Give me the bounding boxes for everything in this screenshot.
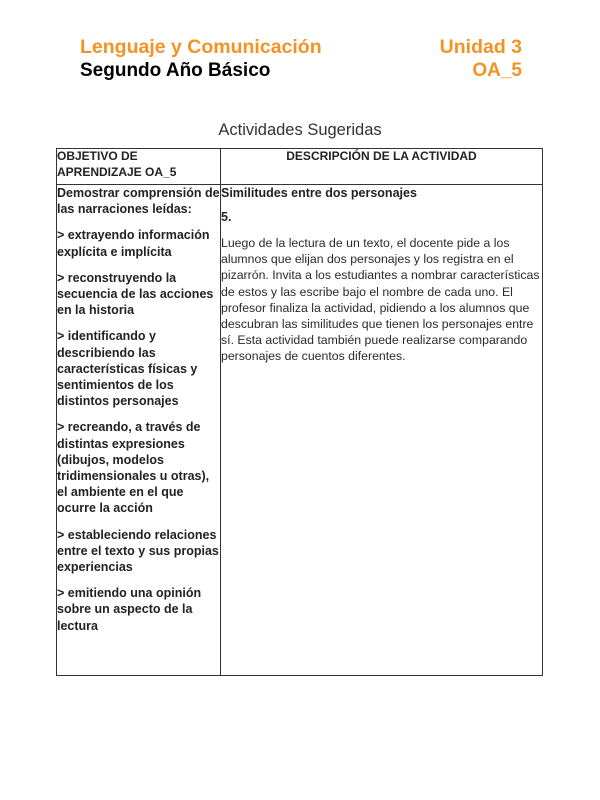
header-row-top: [80, 36, 522, 59]
objective-intro: Demostrar comprensión de las narraciones leídas:: [57, 186, 220, 217]
table-row: [57, 185, 543, 676]
unit-label: Unidad 3: [439, 36, 522, 58]
objective-item: > extrayendo información explícita e implícita: [57, 228, 210, 259]
table-header-row: [57, 149, 543, 185]
activity-description: Luego de la lectura de un texto, el docente pide a los alumnos que elijan dos personajes y los registra en el pizarrón. Invita a los estudiantes a nombrar características de estos y las escribe bajo el nombre de cada uno. El profesor finaliza la actividad, pidiendo a los alumnos que descubran las similitudes que tienen los personajes entre sí. Esta actividad también puede realizarse comparando personajes de cuentos diferentes.: [221, 236, 540, 364]
activity-title: Similitudes entre dos personajes: [221, 186, 417, 200]
objective-item: > reconstruyendo la secuencia de las acciones en la historia: [57, 270, 214, 318]
activity-number: 5.: [221, 210, 232, 224]
objective-column-header: OBJETIVO DE APRENDIZAJE OA_5: [57, 149, 221, 185]
page-header: [80, 36, 522, 82]
activity-cell: [221, 185, 543, 676]
objective-item: > recreando, a través de distintas expresiones (dibujos, modelos tridimensionales u otras), el ambiente en el que ocurre la acción: [57, 420, 210, 516]
header-row-bottom: [80, 59, 522, 82]
objective-item: > estableciendo relaciones entre el texto y sus propias experiencias: [57, 527, 219, 575]
objectives-cell: [57, 185, 221, 676]
activities-table: [56, 148, 543, 676]
grade-title: Segundo Año Básico: [80, 60, 271, 81]
objective-item: > emitiendo una opinión sobre un aspecto de la lectura: [57, 586, 202, 633]
page-title: Actividades Sugeridas: [218, 121, 382, 139]
subject-title: Lenguaje y Comunicación: [80, 36, 322, 58]
objective-item: > identificando y describiendo las características físicas y sentimientos de los distintos personajes: [57, 329, 198, 409]
oa-code: OA_5: [472, 60, 522, 81]
description-column-header: DESCRIPCIÓN DE LA ACTIVIDAD: [221, 149, 543, 185]
